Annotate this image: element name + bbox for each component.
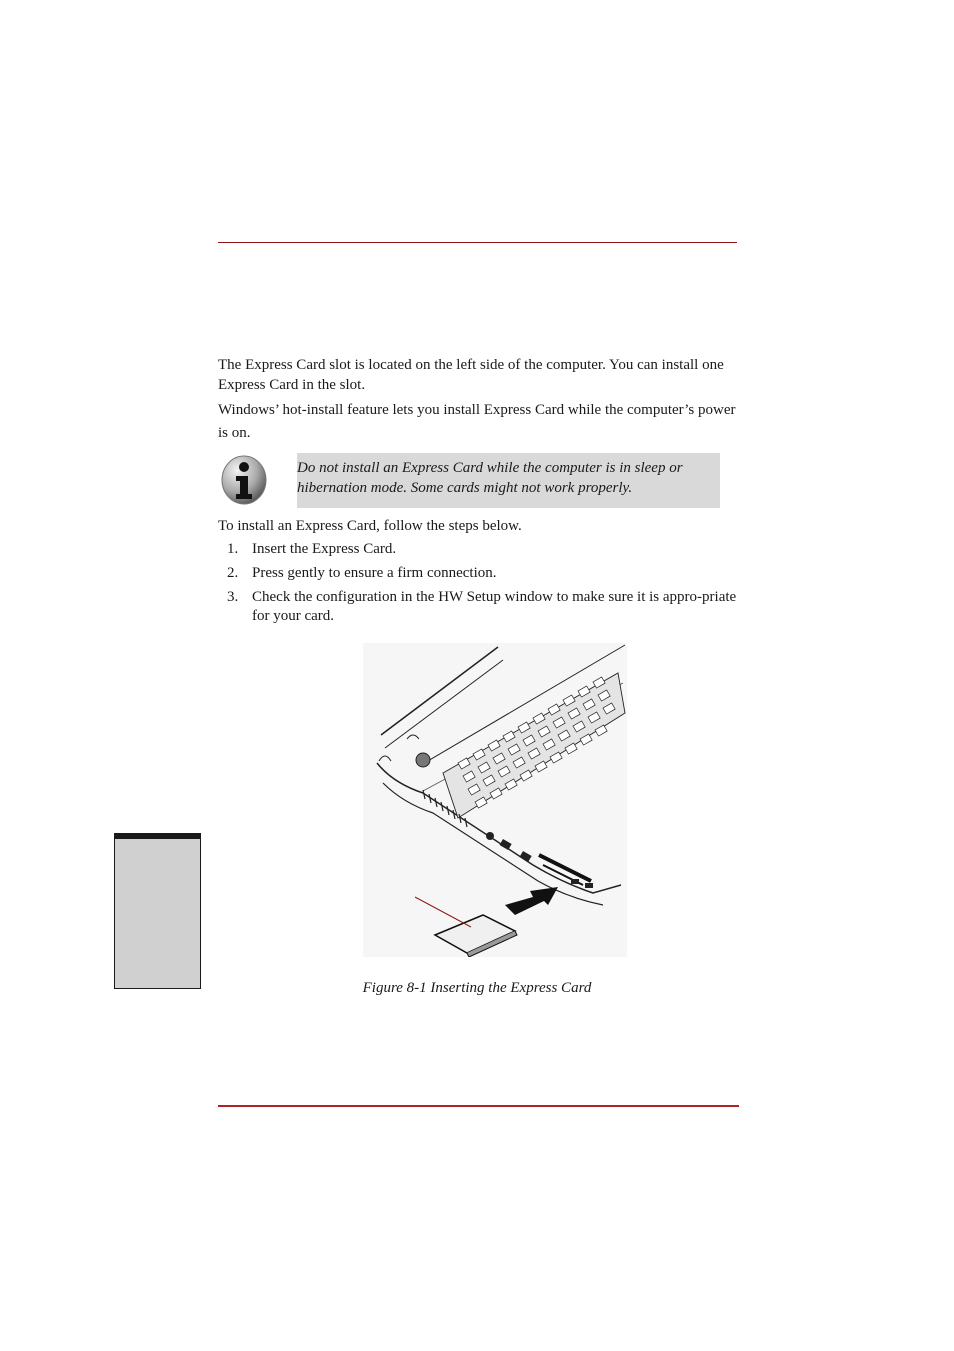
figure-caption: Figure 8-1 Inserting the Express Card (362, 980, 592, 996)
step-text: Press gently to ensure a firm connection. (252, 565, 497, 581)
step-number: 1. (227, 541, 239, 557)
chapter-side-tab (114, 833, 201, 989)
intro-paragraph-1: The Express Card slot is located on the left side of the computer. You can install one Express Card in the slot. (218, 357, 724, 393)
list-item (218, 540, 738, 559)
steps-list (218, 540, 738, 631)
header-rule (218, 242, 737, 243)
list-item (218, 588, 738, 626)
step-text: Insert the Express Card. (252, 541, 397, 557)
steps-intro: To install an Express Card, follow the steps below. (218, 518, 522, 534)
list-item (218, 564, 738, 583)
express-card-illustration (363, 643, 627, 957)
step-number: 2. (227, 565, 239, 581)
intro-paragraph-2: Windows’ hot-install feature lets you install Express Card while the computer’s power is on. (218, 402, 736, 441)
info-icon (220, 454, 268, 506)
footer-rule (218, 1105, 739, 1107)
note-box: Do not install an Express Card while the computer is in sleep or hibernation mode. Some cards might not work properly. (297, 453, 720, 508)
step-number: 3. (227, 589, 239, 605)
step-text: Check the configuration in the HW Setup window to make sure it is appro-priate for your card. (252, 589, 737, 624)
